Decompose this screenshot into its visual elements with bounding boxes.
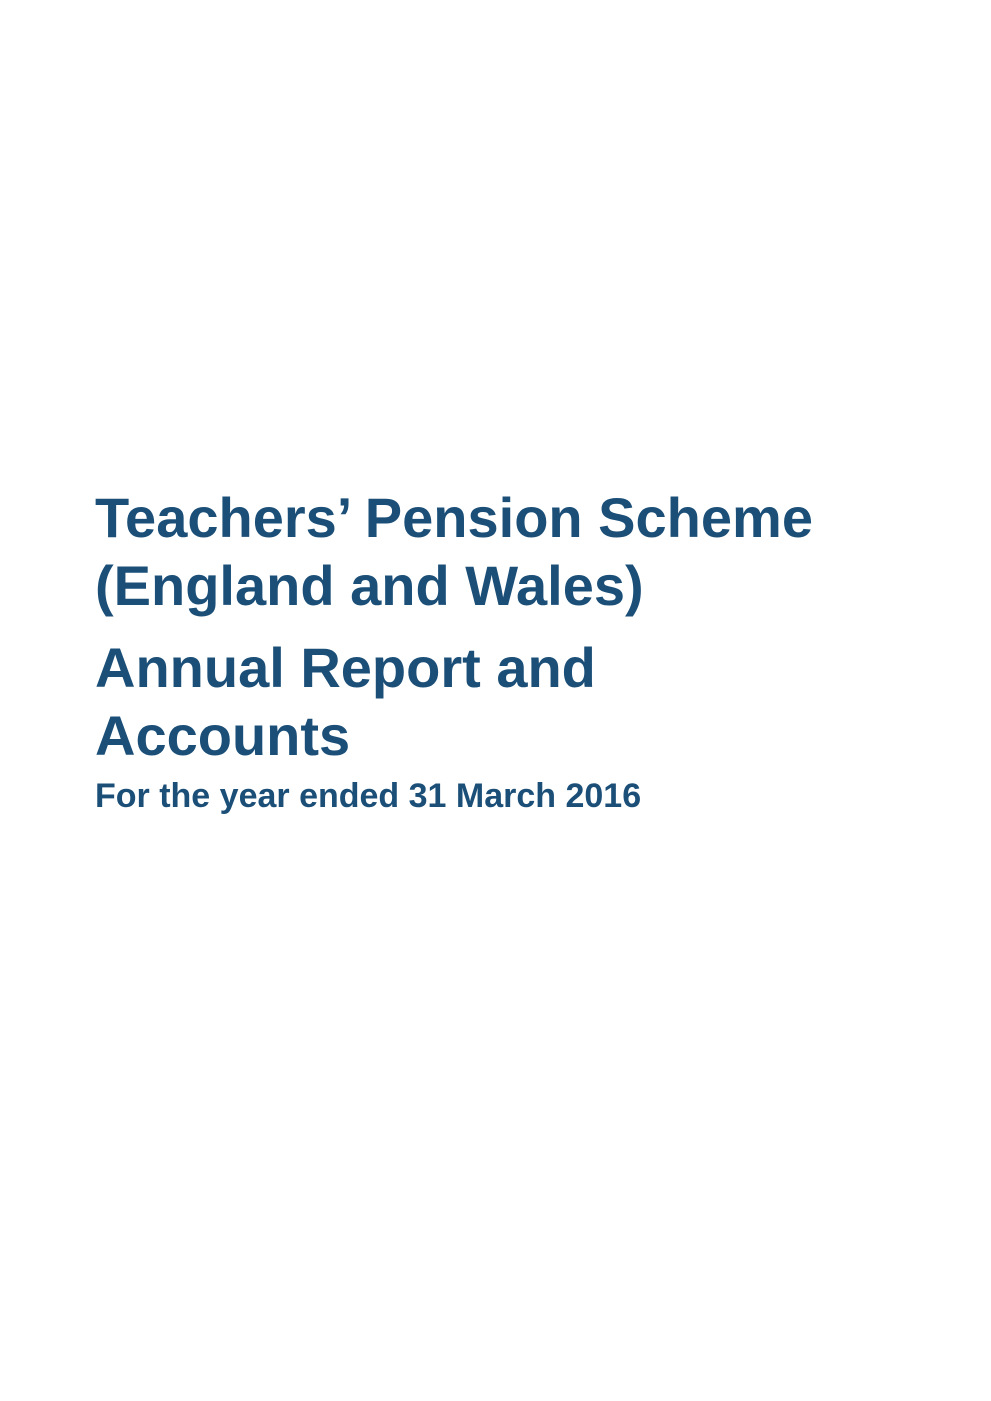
title-line: (England and Wales): [95, 554, 644, 617]
report-title-line: Accounts: [95, 704, 351, 767]
cover-page: [95, 484, 955, 850]
report-title: [95, 634, 955, 770]
reporting-period: For the year ended 31 March 2016: [95, 777, 642, 815]
document-title: [95, 484, 955, 620]
report-title-line: Annual Report and: [95, 636, 596, 699]
title-line: Teachers’ Pension Scheme: [95, 486, 813, 549]
